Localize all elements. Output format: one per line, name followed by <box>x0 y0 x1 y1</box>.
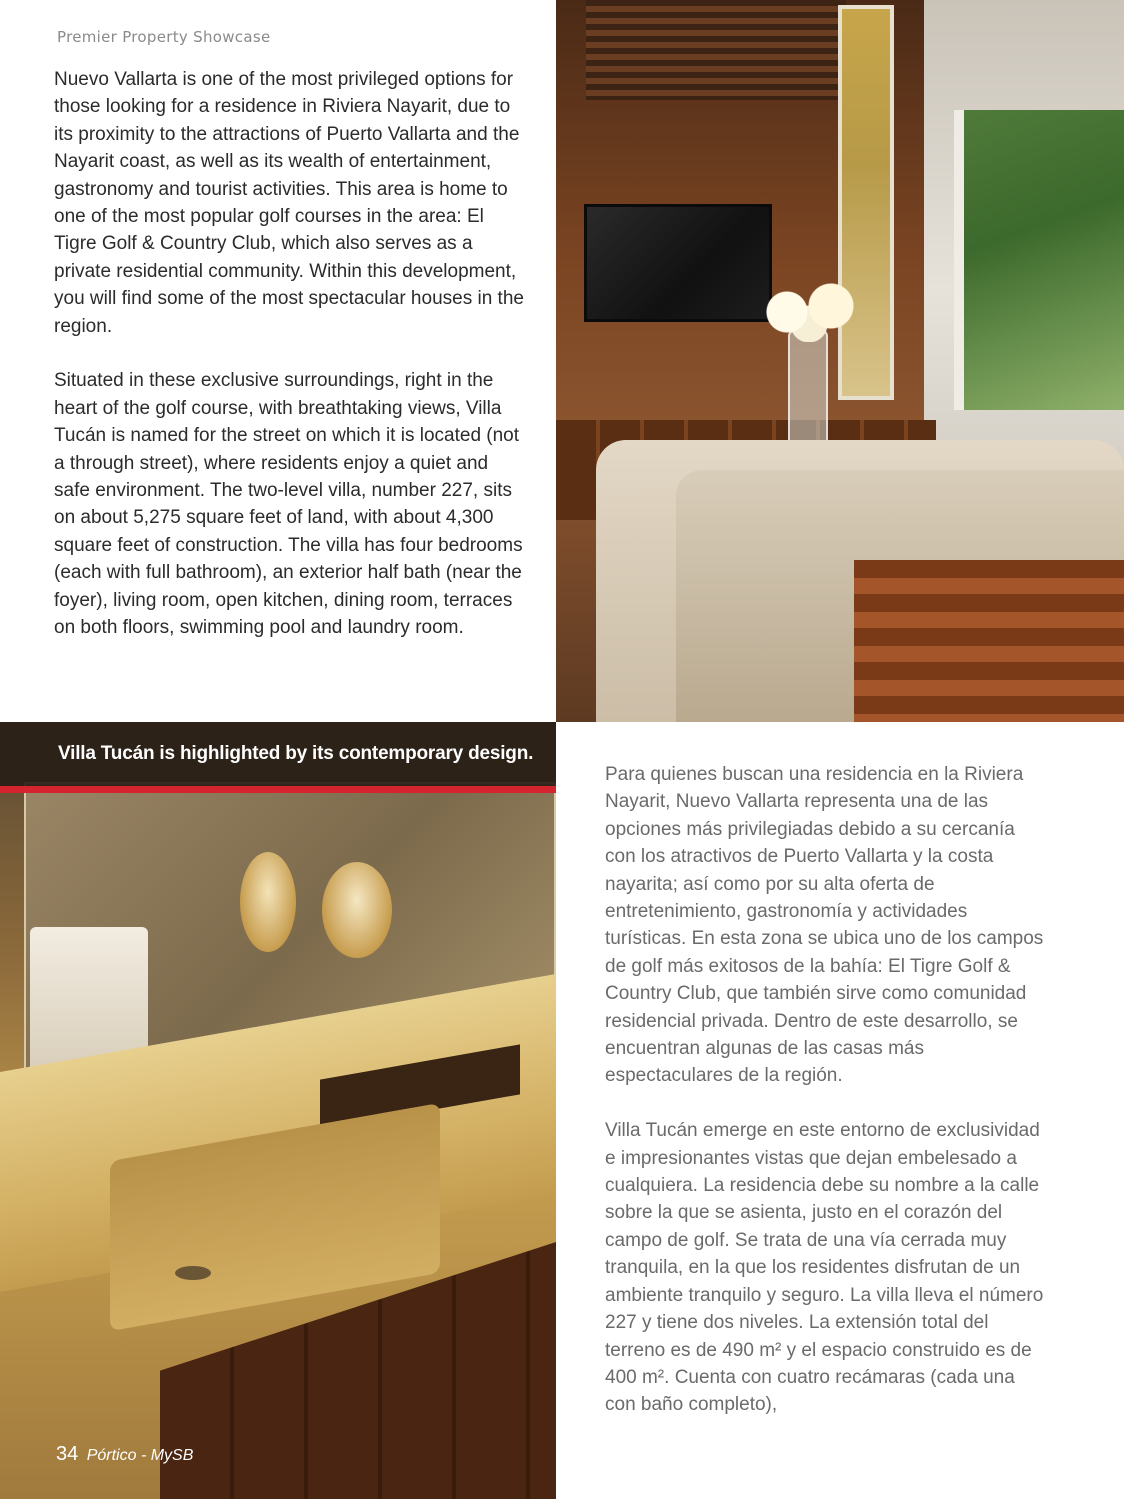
spanish-article <box>605 761 1045 1446</box>
photo-caption: Villa Tucán is highlighted by its contemporary design. <box>58 743 534 764</box>
bathroom-photo <box>0 722 556 1499</box>
living-room-photo <box>556 0 1124 722</box>
page-footer <box>56 1443 193 1466</box>
accent-rule <box>0 786 556 793</box>
english-article <box>54 66 524 669</box>
publication-name: Pórtico - MySB <box>86 1447 194 1464</box>
english-paragraph-1: Nuevo Vallarta is one of the most privileged options for those looking for a residence in Riviera Nayarit, due to its proximity to the attractions of Puerto Vallarta and the Nayarit coast, as well as its wealth of entertainment, gastronomy and tourist activities. This area is home to one of the most popular golf courses in the area: El Tigre Golf & Country Club, which also serves as a private residential community. Within this development, you will find some of the most spectacular houses in the region. <box>54 69 524 337</box>
page-number: 34 <box>56 1443 79 1465</box>
spanish-paragraph-2: Villa Tucán emerge en este entorno de exclusividad e impresionantes vistas que dejan embelesado a cualquiera. La residencia debe su nombre a la calle sobre la que se asienta, justo en el corazón del campo de golf. Se trata de una vía cerrada muy tranquila, en la que los residentes disfrutan de un ambiente tranquilo y seguro. La villa lleva el número 227 y tiene dos niveles. La extensión total del terreno es de 490 m² y el espacio construido es de 400 m². Cuenta con cuatro recámaras (cada una con baño completo), <box>605 1120 1044 1416</box>
english-paragraph-2: Situated in these exclusive surroundings, right in the heart of the golf course, with breathtaking views, Villa Tucán is named for the street on which it is located (not a through street), where residents enjoy a quiet and safe environment. The two-level villa, number 227, sits on about 5,275 square feet of land, with about 4,300 square feet of construction. The villa has four bedrooms (each with full bathroom), an exterior half bath (near the foyer), living room, open kitchen, dining room, terraces on both floors, swimming pool and laundry room. <box>54 370 523 639</box>
section-label: Premier Property Showcase <box>57 28 271 46</box>
spanish-paragraph-1: Para quienes buscan una residencia en la Riviera Nayarit, Nuevo Vallarta representa una de las opciones más privilegiadas debido a su cercanía con los atractivos de Puerto Vallarta y la costa nayarita; así como por su alta oferta de entretenimiento, gastronomía y actividades turísticas. En esta zona se ubica uno de los campos de golf más exitosos de la bahía: El Tigre Golf & Country Club, que también sirve como comunidad residencial privada. Dentro de este desarrollo, se encuentran algunas de las casas más espectaculares de la región. <box>605 764 1044 1087</box>
